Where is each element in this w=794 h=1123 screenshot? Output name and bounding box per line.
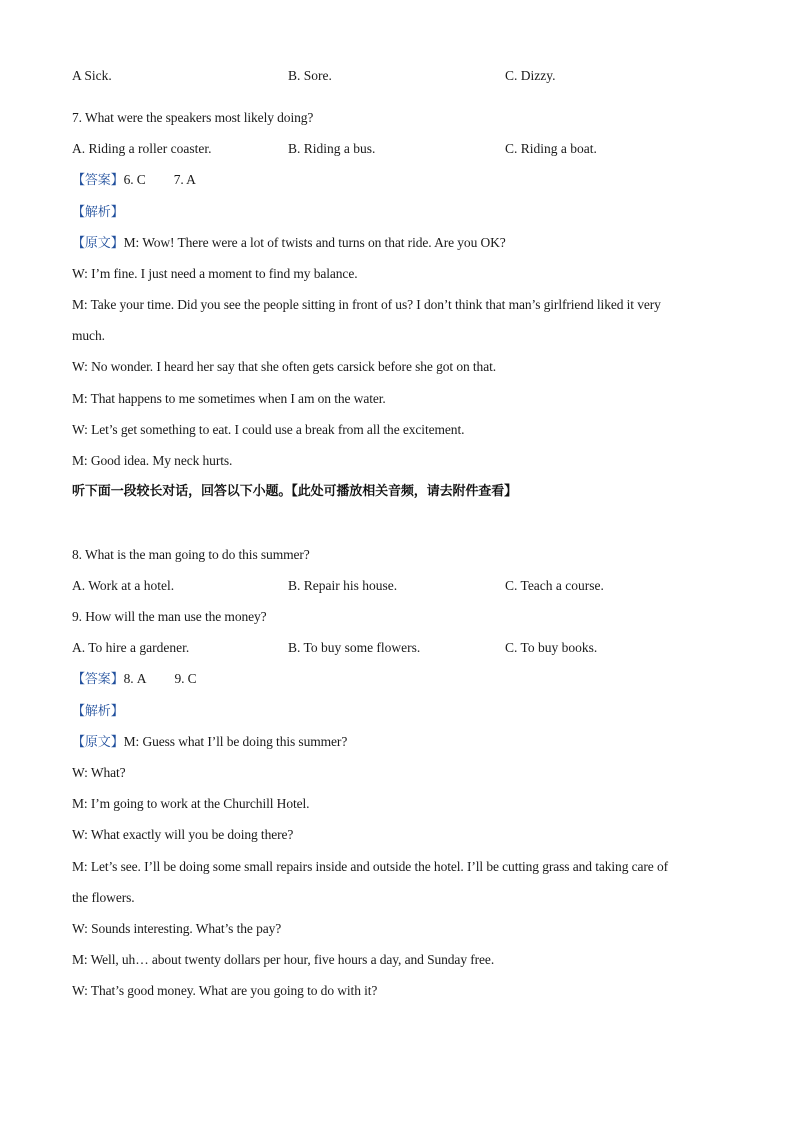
transcript-2-line-7: W: Sounds interesting. What’s the pay?: [72, 921, 282, 936]
transcript-2-line-8: M: Well, uh… about twenty dollars per hour, five hours a day, and Sunday free.: [72, 952, 495, 967]
q8-question: 8. What is the man going to do this summer?: [72, 547, 310, 562]
q7-option-a: A. Riding a roller coaster.: [72, 141, 212, 156]
transcript-1-line-3: M: Take your time. Did you see the people sitting in front of us? I don’t think that man’s girlfriend liked it very: [72, 297, 661, 312]
transcript-2-line-2: W: What?: [72, 765, 126, 780]
q8-option-a: A. Work at a hotel.: [72, 578, 175, 593]
transcript-1-line-8: M: Good idea. My neck hurts.: [72, 453, 233, 468]
transcript-label: 【原文】: [72, 735, 124, 750]
answer-line-1: [72, 171, 196, 190]
q9-option-c: C. To buy books.: [505, 640, 598, 655]
answer-label: 【答案】: [72, 672, 124, 687]
transcript-2-line-4: W: What exactly will you be doing there?: [72, 827, 294, 842]
transcript-1-line-7: W: Let’s get something to eat. I could use a break from all the excitement.: [72, 422, 465, 437]
q9-options: [72, 639, 722, 657]
transcript-2-line-1: 【原文】M: Guess what I’ll be doing this summer?: [72, 734, 348, 750]
answer-7: 7. A: [173, 172, 196, 187]
q7-option-b: B. Riding a bus.: [288, 141, 376, 156]
q6-options: [72, 67, 722, 85]
q8-options: [72, 577, 722, 595]
analysis-label: 【解析】: [72, 205, 124, 220]
q9-question: 9. How will the man use the money?: [72, 609, 267, 624]
transcript-2-line-3: M: I’m going to work at the Churchill Hotel.: [72, 796, 310, 811]
q9-option-b: B. To buy some flowers.: [288, 640, 421, 655]
transcript-1-line-1: 【原文】M: Wow! There were a lot of twists and turns on that ride. Are you OK?: [72, 235, 506, 251]
transcript-2-line-5: M: Let’s see. I’ll be doing some small repairs inside and outside the hotel. I’ll be cutting grass and taking care of: [72, 859, 669, 874]
q8-option-b: B. Repair his house.: [288, 578, 398, 593]
transcript-2-line-6: the flowers.: [72, 890, 135, 905]
q7-option-c: C. Riding a boat.: [505, 141, 597, 156]
transcript-1-line-5: W: No wonder. I heard her say that she often gets carsick before she got on that.: [72, 359, 497, 374]
q7-question: 7. What were the speakers most likely doing?: [72, 110, 314, 125]
answer-label: 【答案】: [72, 173, 124, 188]
answer-line-2: [72, 670, 197, 689]
q6-option-c: C. Dizzy.: [505, 68, 556, 83]
section-instruction: 听下面一段较长对话，回答以下小题。【此处可播放相关音频，请去附件查看】: [72, 484, 518, 499]
q6-option-a: A Sick.: [72, 68, 112, 83]
answer-9: 9. C: [174, 671, 197, 686]
analysis-label: 【解析】: [72, 704, 124, 719]
transcript-1-line-4: much.: [72, 328, 105, 343]
q7-options: [72, 140, 722, 158]
answer-6: 6. C: [123, 172, 146, 187]
q8-option-c: C. Teach a course.: [505, 578, 604, 593]
transcript-2-line-9: W: That’s good money. What are you going to do with it?: [72, 983, 378, 998]
transcript-label: 【原文】: [72, 236, 124, 251]
transcript-1-line-2: W: I’m fine. I just need a moment to find my balance.: [72, 266, 358, 281]
q6-option-b: B. Sore.: [288, 68, 332, 83]
answer-8: 8. A: [123, 671, 147, 686]
analysis-line-2: [72, 702, 124, 721]
q9-option-a: A. To hire a gardener.: [72, 640, 190, 655]
analysis-line-1: [72, 203, 124, 222]
transcript-1-line-6: M: That happens to me sometimes when I am on the water.: [72, 391, 386, 406]
